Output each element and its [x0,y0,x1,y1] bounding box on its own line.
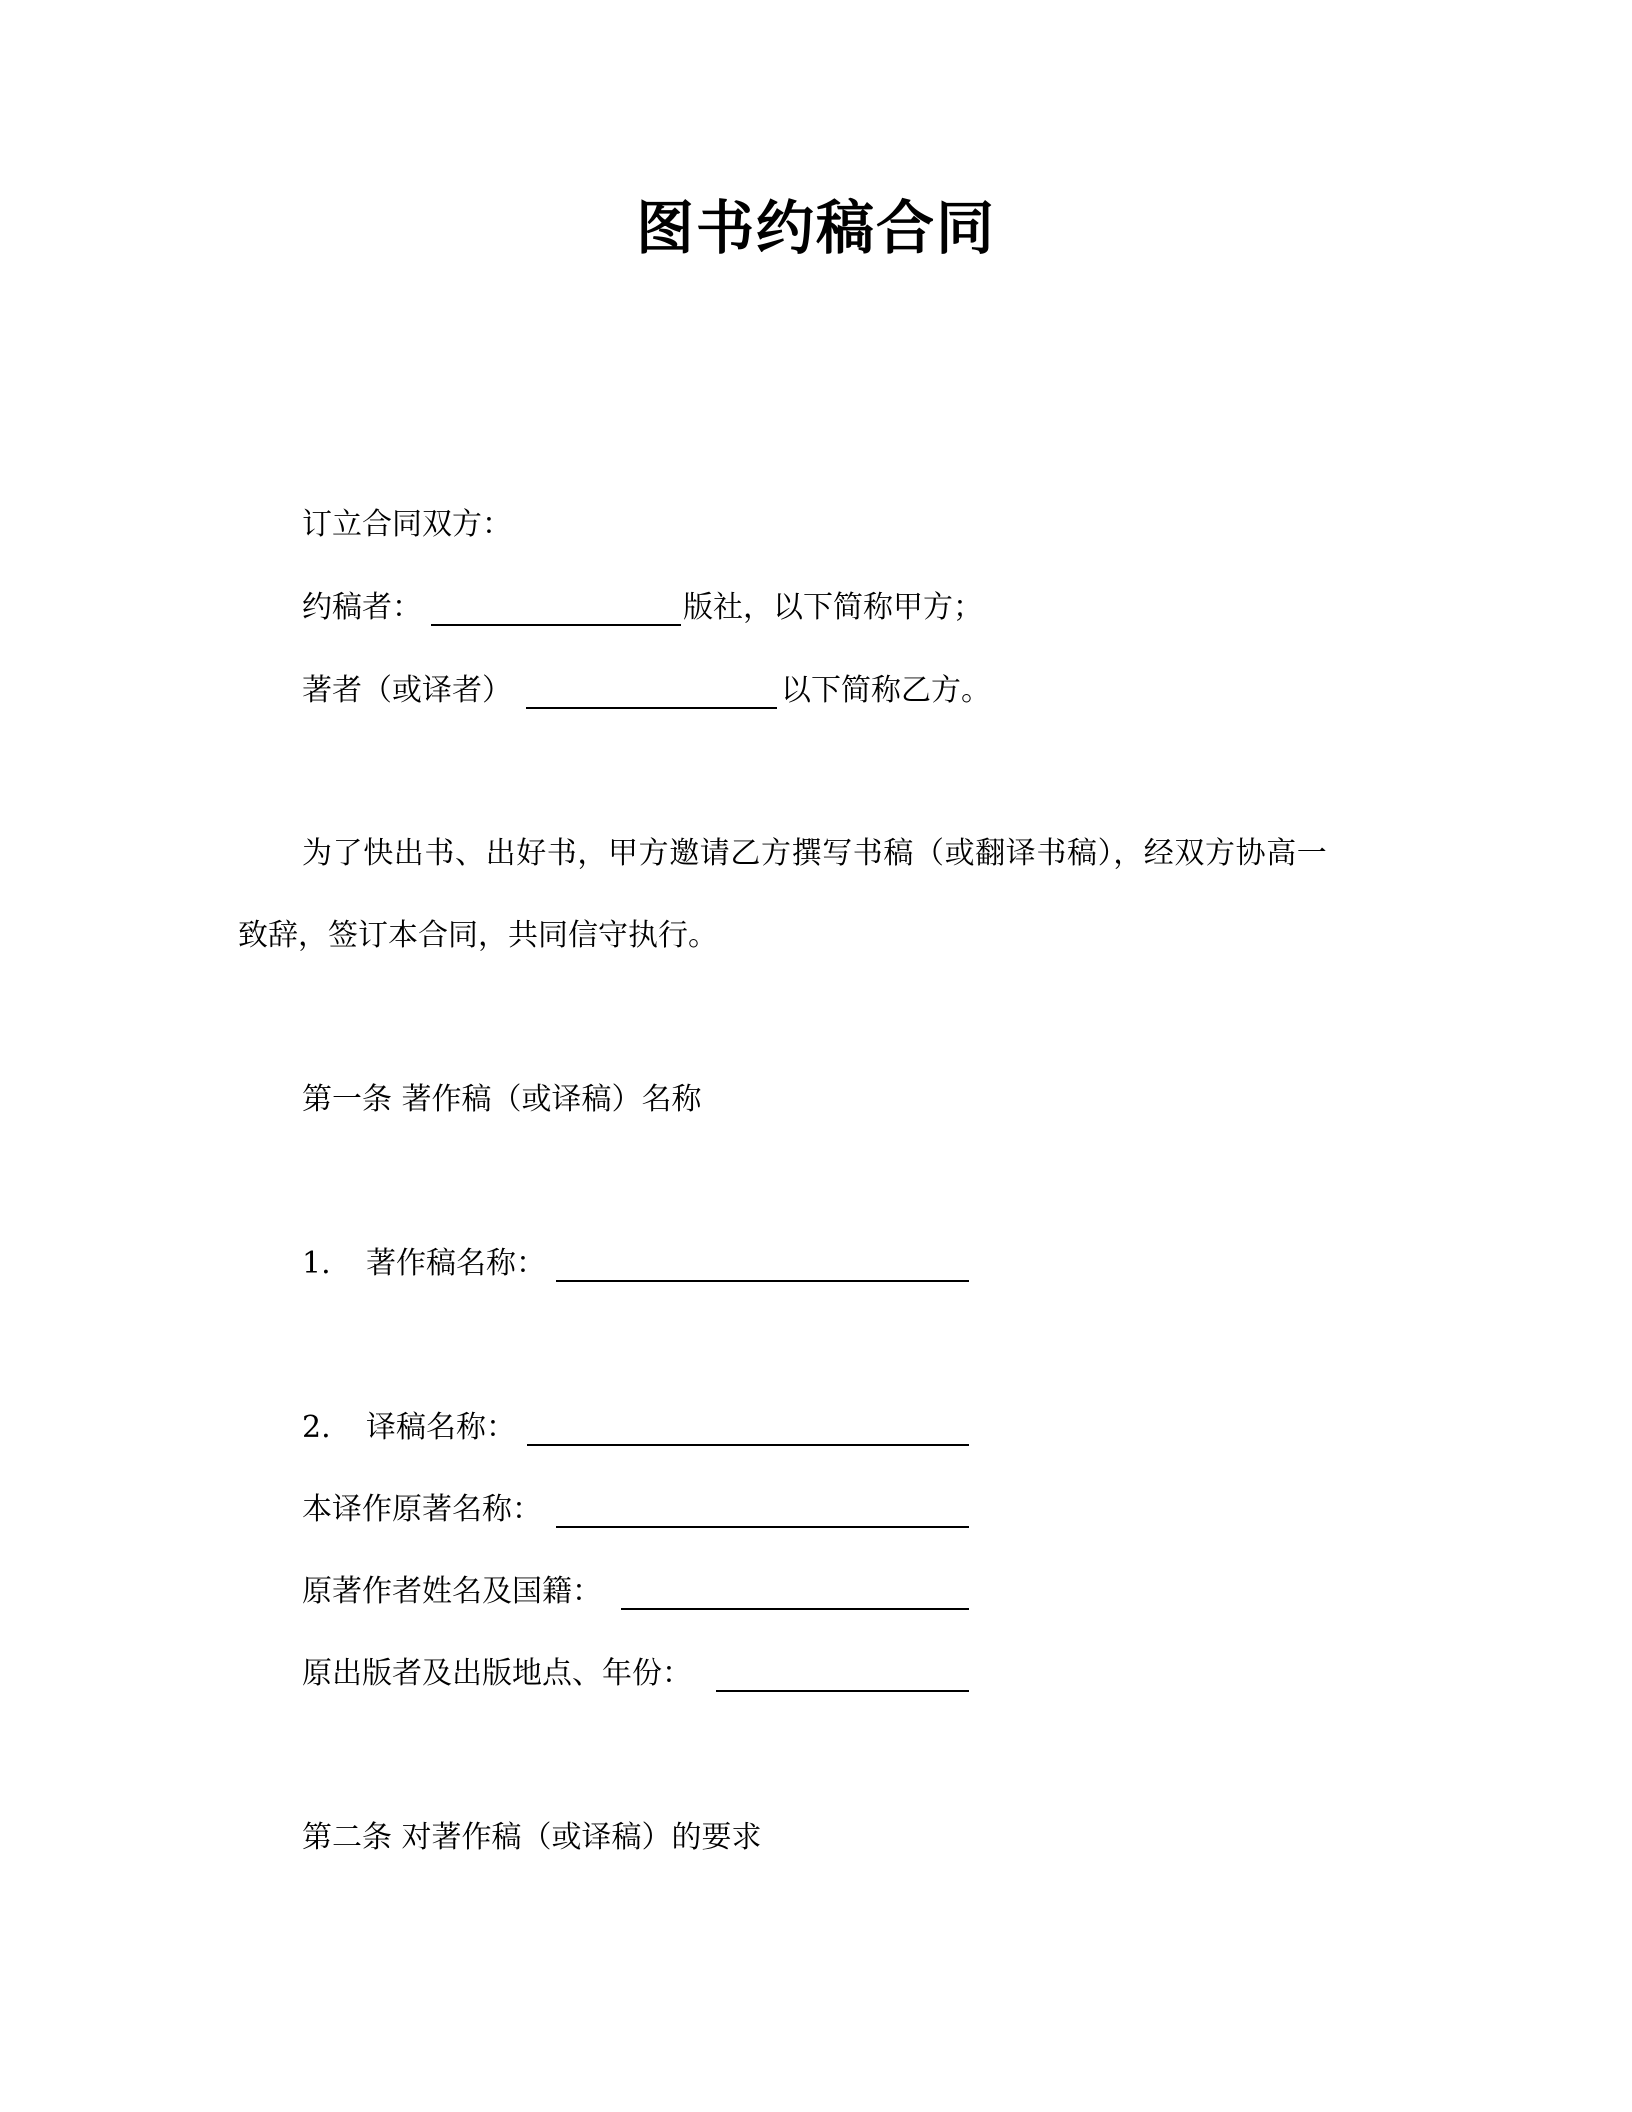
parties-heading: 订立合同双方： [302,507,512,542]
party-a-blank-line [431,624,681,626]
item-2-label: 译稿名称： [366,1410,516,1445]
party-a-label: 约稿者： [302,590,422,625]
original-author-blank-line [621,1608,969,1610]
item-1-number: 1. [302,1246,331,1281]
original-publisher-label: 原出版者及出版地点、年份： [302,1656,692,1691]
party-b-suffix: 以下简称乙方。 [781,673,991,708]
item-1-blank-line [556,1280,969,1282]
party-b-blank-line [526,707,777,709]
original-title-blank-line [556,1526,969,1528]
article-1-heading: 第一条 著作稿（或译稿）名称 [302,1082,702,1117]
original-title-label: 本译作原著名称： [302,1492,542,1527]
item-2-number: 2. [302,1410,331,1445]
document-title: 图书约稿合同 [635,194,996,262]
original-author-label: 原著作者姓名及国籍： [302,1574,602,1609]
preamble-line-2: 致辞，签订本合同，共同信守执行。 [238,918,718,953]
party-b-label: 著者（或译者） [302,673,512,708]
original-publisher-blank-line [716,1690,969,1692]
party-a-suffix: 版社，以下简称甲方； [683,590,983,625]
item-1-label: 著作稿名称： [366,1246,546,1281]
article-2-heading: 第二条 对著作稿（或译稿）的要求 [302,1820,762,1855]
preamble-line-1: 为了快出书、出好书，甲方邀请乙方撰写书稿（或翻译书稿），经双方协高一 [302,836,1328,871]
item-2-blank-line [527,1444,969,1446]
